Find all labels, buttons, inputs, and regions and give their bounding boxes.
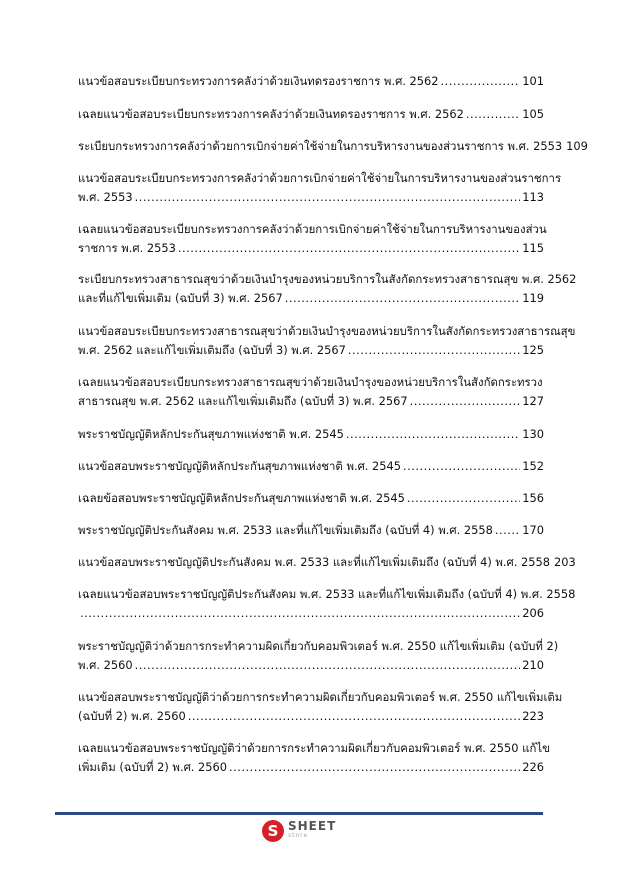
toc-entry-title-line: พ.ศ. 2560: [78, 658, 133, 672]
toc-page-number: 119: [522, 291, 544, 305]
toc-page-number: 127: [522, 394, 544, 408]
toc-entry[interactable]: [78, 585, 576, 623]
toc-entry[interactable]: [78, 322, 576, 360]
toc-entry[interactable]: [78, 270, 577, 308]
toc-leader-dots: [403, 457, 520, 476]
logo-tagline: store: [288, 832, 309, 839]
toc-page-number: 226: [522, 760, 544, 774]
toc-entry-title-line: เฉลยแนวข้อสอบพระราชบัญญัติประกันสังคม พ.ศ. 2533 และที่แก้ไขเพิ่มเติมถึง (ฉบับที่ 4) พ.ศ. 2558: [78, 587, 576, 601]
toc-page-number: 203: [554, 555, 576, 569]
toc-page-number: 113: [522, 190, 544, 204]
toc-entry[interactable]: [78, 521, 544, 540]
toc-entry-title-line: ราชการ พ.ศ. 2553: [78, 241, 176, 255]
toc-entry[interactable]: [78, 489, 544, 508]
toc-entry[interactable]: [78, 105, 544, 124]
toc-leader-dots: [80, 604, 520, 623]
toc-entry-title-line: เฉลยข้อสอบพระราชบัญญัติหลักประกันสุขภาพแห่งชาติ พ.ศ. 2545: [78, 491, 405, 505]
toc-entry-title-line: พระราชบัญญัติว่าด้วยการกระทำความผิดเกี่ยวกับคอมพิวเตอร์ พ.ศ. 2550 แก้ไขเพิ่มเติม (ฉบับที่ 2): [78, 639, 559, 653]
toc-leader-dots: [346, 425, 520, 444]
toc-page-number: 156: [522, 491, 544, 505]
toc-entry-title-line: เฉลยแนวข้อสอบระเบียบกระทรวงสาธารณสุขว่าด้วยเงินบำรุงของหน่วยบริการในสังกัดกระทรวง: [78, 375, 543, 389]
toc-entry[interactable]: [78, 72, 544, 91]
toc-entry-title-line: ระเบียบกระทรวงสาธารณสุขว่าด้วยเงินบำรุงของหน่วยบริการในสังกัดกระทรวงสาธารณสุข พ.ศ. 2562: [78, 272, 577, 286]
toc-leader-dots: [495, 521, 520, 540]
toc-entry-title-line: แนวข้อสอบระเบียบกระทรวงการคลังว่าด้วยเงินทดรองราชการ พ.ศ. 2562: [78, 74, 439, 88]
logo-wordmark: SHEET: [288, 819, 337, 833]
toc-leader-dots: [348, 341, 520, 360]
toc-page-number: 206: [522, 606, 544, 620]
toc-page-number: 170: [522, 523, 544, 537]
toc-entry[interactable]: [78, 688, 563, 726]
toc-entry-title-line: พ.ศ. 2553: [78, 190, 133, 204]
sheet-store-logo: [262, 820, 336, 842]
footer-divider: [55, 812, 543, 815]
toc-leader-dots: [466, 105, 520, 124]
toc-entry[interactable]: [78, 137, 588, 156]
toc-entry[interactable]: [78, 373, 544, 411]
toc-page-number: 105: [522, 107, 544, 121]
toc-entry-title-line: แนวข้อสอบพระราชบัญญัติหลักประกันสุขภาพแห่งชาติ พ.ศ. 2545: [78, 459, 402, 473]
toc-entry-title-line: พระราชบัญญัติประกันสังคม พ.ศ. 2533 และที่แก้ไขเพิ่มเติมถึง (ฉบับที่ 4) พ.ศ. 2558: [78, 523, 493, 537]
toc-page-number: 130: [522, 427, 544, 441]
toc-entry-title-line: แนวข้อสอบระเบียบกระทรวงสาธารณสุขว่าด้วยเงินบำรุงของหน่วยบริการในสังกัดกระทรวงสาธารณสุข: [78, 324, 576, 338]
toc-entry-title-line: พระราชบัญญัติหลักประกันสุขภาพแห่งชาติ พ.ศ. 2545: [78, 427, 344, 441]
toc-entry-title-line: เฉลยแนวข้อสอบพระราชบัญญัติว่าด้วยการกระทำความผิดเกี่ยวกับคอมพิวเตอร์ พ.ศ. 2550 แก้ไข: [78, 741, 550, 755]
toc-page-number: 115: [522, 241, 544, 255]
toc-entry[interactable]: [78, 425, 544, 444]
toc-page-number: 152: [522, 459, 544, 473]
toc-page-number: 210: [522, 658, 544, 672]
toc-leader-dots: [441, 72, 521, 91]
toc-entry-title-line: แนวข้อสอบพระราชบัญญัติว่าด้วยการกระทำความผิดเกี่ยวกับคอมพิวเตอร์ พ.ศ. 2550 แก้ไขเพิ่มเติม: [78, 690, 563, 704]
toc-entry-title-line: สาธารณสุข พ.ศ. 2562 และแก้ไขเพิ่มเติมถึง (ฉบับที่ 3) พ.ศ. 2567: [78, 394, 408, 408]
toc-page-number: 125: [522, 343, 544, 357]
toc-page-number: 101: [522, 74, 544, 88]
toc-entry[interactable]: [78, 457, 544, 476]
toc-leader-dots: [229, 758, 520, 777]
logo-mark-icon: S: [262, 820, 284, 842]
toc-entry-title-line: แนวข้อสอบพระราชบัญญัติประกันสังคม พ.ศ. 2533 และที่แก้ไขเพิ่มเติมถึง (ฉบับที่ 4) พ.ศ. 2558: [78, 555, 551, 569]
toc-entry[interactable]: [78, 739, 550, 777]
toc-leader-dots: [135, 656, 521, 675]
toc-page-number: 223: [522, 709, 544, 723]
toc-entry[interactable]: [78, 169, 562, 207]
toc-entry-title-line: แนวข้อสอบระเบียบกระทรวงการคลังว่าด้วยการเบิกจ่ายค่าใช้จ่ายในการบริหารงานของส่วนราชการ: [78, 171, 562, 185]
toc-leader-dots: [407, 489, 520, 508]
toc-leader-dots: [188, 707, 521, 726]
toc-entry-title-line: เพิ่มเติม (ฉบับที่ 2) พ.ศ. 2560: [78, 760, 228, 774]
toc-leader-dots: [135, 188, 521, 207]
toc-entry[interactable]: [78, 637, 559, 675]
toc-entry-title-line: เฉลยแนวข้อสอบระเบียบกระทรวงการคลังว่าด้วยการเบิกจ่ายค่าใช้จ่ายในการบริหารงานของส่วน: [78, 222, 547, 236]
toc-entry-title-line: ระเบียบกระทรวงการคลังว่าด้วยการเบิกจ่ายค่าใช้จ่ายในการบริหารงานของส่วนราชการ พ.ศ. 2553: [78, 139, 563, 153]
toc-entry[interactable]: [78, 553, 576, 572]
toc-entry-title-line: พ.ศ. 2562 และแก้ไขเพิ่มเติมถึง (ฉบับที่ 3) พ.ศ. 2567: [78, 343, 346, 357]
toc-entry-title-line: (ฉบับที่ 2) พ.ศ. 2560: [78, 709, 186, 723]
toc-page-number: 109: [566, 139, 588, 153]
toc-leader-dots: [178, 239, 520, 258]
toc-entry[interactable]: [78, 220, 547, 258]
toc-leader-dots: [410, 392, 521, 411]
toc-leader-dots: [285, 289, 521, 308]
toc-entry-title-line: และที่แก้ไขเพิ่มเติม (ฉบับที่ 3) พ.ศ. 2567: [78, 291, 283, 305]
toc-entry-title-line: เฉลยแนวข้อสอบระเบียบกระทรวงการคลังว่าด้วยเงินทดรองราชการ พ.ศ. 2562: [78, 107, 464, 121]
